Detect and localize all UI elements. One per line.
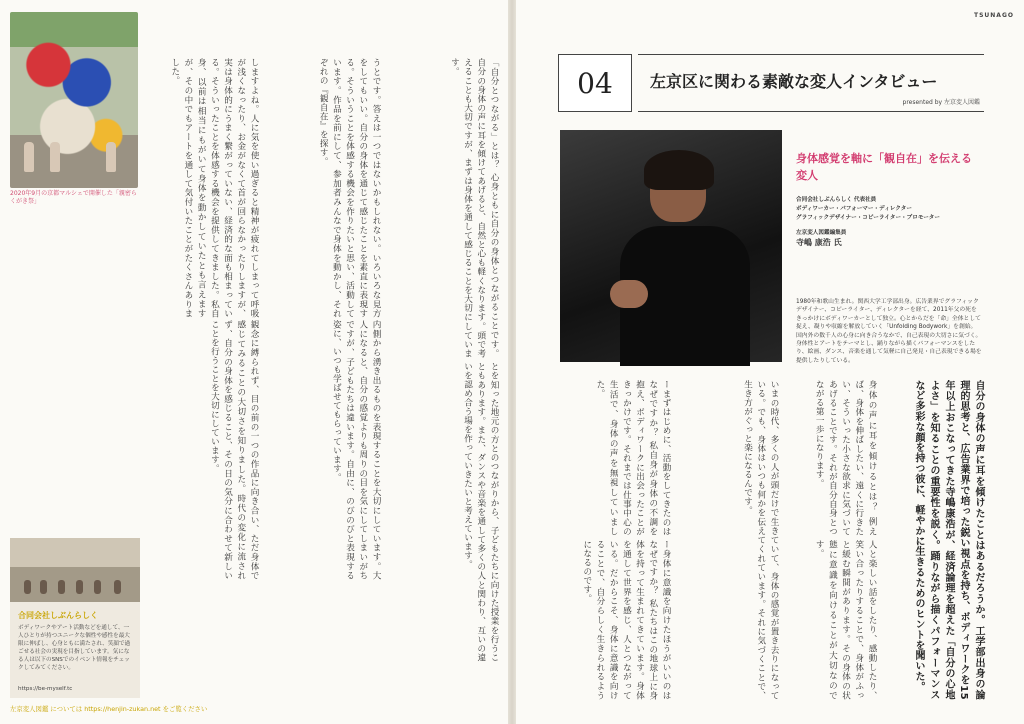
page-gutter: [508, 0, 516, 724]
footer-note: 左京変人図鑑 については https://henjin-zukan.net をご覧ください: [10, 705, 208, 713]
byline: presented by 左京変人図鑑: [902, 99, 980, 106]
body-text-column: いまの時代、多くの人が頭だけで生きていて、身体の感覚が置き去りになっている。でも、身体はいつも何かを伝えてくれています。それに気づくことで、生き方がぐっと楽になるんです。: [742, 380, 779, 700]
roles-line-2: グラフィックデザイナー・コピーライター・プロモーター: [796, 215, 940, 221]
child-figure: [50, 142, 60, 172]
body-text-column: 身体の声に耳を傾けるとは？ 例えば、身体を伸ばしたい、遠くに行きたい、そういった小さな欲求に気づいてあげることです。それが自分自身とつながる第一歩になります。: [814, 380, 877, 536]
org-profile-card: [10, 538, 140, 698]
roles-line-1: ボディワーカー・パフォーマー・ディレクター: [796, 206, 912, 212]
interviewee-credentials: [796, 196, 980, 247]
body-text-column: ーまずはじめに、活動をしてきたのはなぜですか？ 私自身が身体の不調を抱え、ボディワークに出会ったことがきっかけです。それまでは仕事中心の生活で、身体の声を無視していました。: [594, 380, 671, 536]
workshop-photo: [10, 538, 140, 602]
body-text-column: 人と楽しい話をしたり、感動したり、笑い合ったりすることで、身体がふっと緩む瞬間があります。その身体の状態に意識を向けることが大切なのです。: [814, 540, 877, 700]
title-box: [638, 54, 984, 112]
org-description: ボディワークやアート活動などを通して、一人ひとりが持つユニークな個性や感性を最大限に伸ばし、心身ともに満たされ、笑顔で過ごせる社会の実現を目指しています。気になる人は以下のSNSでのイベント情報をチェックしてみてください。: [18, 625, 131, 671]
page-title: 左京区に関わる素敵な変人インタビュー: [650, 72, 938, 91]
body-text-column: ー身体に意識を向けたほうがいいのはなぜですか？ 私たちはこの地球上に身体を持って生まれてきています。身体を通して世界を感じ、人とつながっている。だからこそ、身体に意識を向けることで、自分らしく生きられるようになるのです。: [581, 540, 671, 700]
body-text-column: 観念に縛られず、目の前の一つの作品に向き合い、ただ身体で感じてみることの大切さを知りました。時代の変化に流されず、自分の身体を感じること、その日の気分に合わせて新しいことを行うことを大切にしています。: [209, 320, 259, 580]
interviewee-name: 寺嶋 康浩 氏: [796, 238, 842, 247]
body-text-column: とを知った地元の方とのつながりから、子どもたちに向けた授業を行うこともあります。また、ダンスや音楽を通して多くの人と関わり、互いの違いを認め合う場を作っていきたいと考えています。: [462, 362, 499, 662]
lead-headline: 身体感覚を軸に「観自在」を伝える変人: [796, 152, 972, 182]
event-photo: [10, 12, 138, 188]
right-page: [516, 0, 1024, 724]
body-text-column: しますよね。人に気を使い過ぎると精神が疲れてしまって呼吸が浅くなったり、お金がなくて首が回らなかったりしますが、実は身体的にうまく繋がっていない、経済的な面も相まっている。そういったことを体感する機会を提供してきました。私自身、以前は相当にもがいて身体を動かしていたとも言えますが、その中でもアートを通して気付いたことがたくさんありました。: [169, 58, 259, 318]
body-text-column: 「自分とつながる」とは？ 心身ともに自分の身体とつながることです。自分の身体の声に耳を傾けてあげると、自然と心も軽くなります。頭で考えることも大切ですが、まずは身体を通して感じることを大切にしています。: [449, 58, 499, 358]
org-name: 合同会社しぶんらしく: [18, 611, 98, 620]
photo-caption: 2020年9月の京都マルシェで開催した「親密らくがき祭」: [10, 190, 137, 205]
body-text-column: うとです。答えは一つではないかもしれない。いろいろな見方をしてもいい。自分の身体を通じて感じたことを素直に表現する。そういうことを体感する機会を作りたいと思い、活動しています。作品を前にして、参加者みんなで身体を動かし、それぞれの『観自在』を探す。: [318, 58, 381, 318]
left-page: [0, 0, 508, 724]
company-line: 合同会社しぶんらしく 代表社員: [796, 197, 877, 203]
intro-text: 自分の身体の声に耳を傾けたことはあるだろうか。工学部出身の論理的思考と、広告業界で培った鋭い視点を持ち、ボディワークを15年以上おこなってきた寺嶋康浩が、経済論理を超えた「自分の心地よさ」を知ることの重要性を説く。踊りながら描くパフォーマンスなど多彩な顔を持つ彼に、軽やかに生きるためのヒントを聞いた。: [913, 380, 984, 700]
brand-label: TSUNAGO: [974, 12, 1014, 19]
article-number: 04: [558, 54, 632, 112]
child-figure: [24, 142, 34, 172]
member-line: 左京変人図鑑編集員: [796, 230, 847, 236]
body-text-column: 内側から湧き出るものを表現することを大切にしています。大人になると、自分の感覚よりも周りの目を気にしてしまいがちですが、子どもたちは違います。自由に、のびのびと表現する姿に、いつも学ばせてもらっています。: [331, 320, 381, 580]
biography-text: 1980年和歌山生まれ。関西大学工学部出身。広告業界でグラフィックデザイナー、コピーライター、ディレクターを経て、2011年父の死をきっかけにボディワーカーとして独立。心とからだを「命」全体として捉え、凝りや収縮を解放していく「Unfolding Bodywork」を創始。国内外の数千人の心身に向き合うなかで、自己表現の大切さに気づく。身体性とアートをテーマとし、踊りながら描くパフォーマンスをしたり、絵画、ダンス、音楽を通して気軽に自己発見・自己表現できる場を提供したりしている。: [796, 299, 982, 364]
child-figure: [106, 142, 116, 172]
org-url-link[interactable]: https://be-myself.tc: [18, 686, 73, 692]
biography: [560, 298, 982, 365]
